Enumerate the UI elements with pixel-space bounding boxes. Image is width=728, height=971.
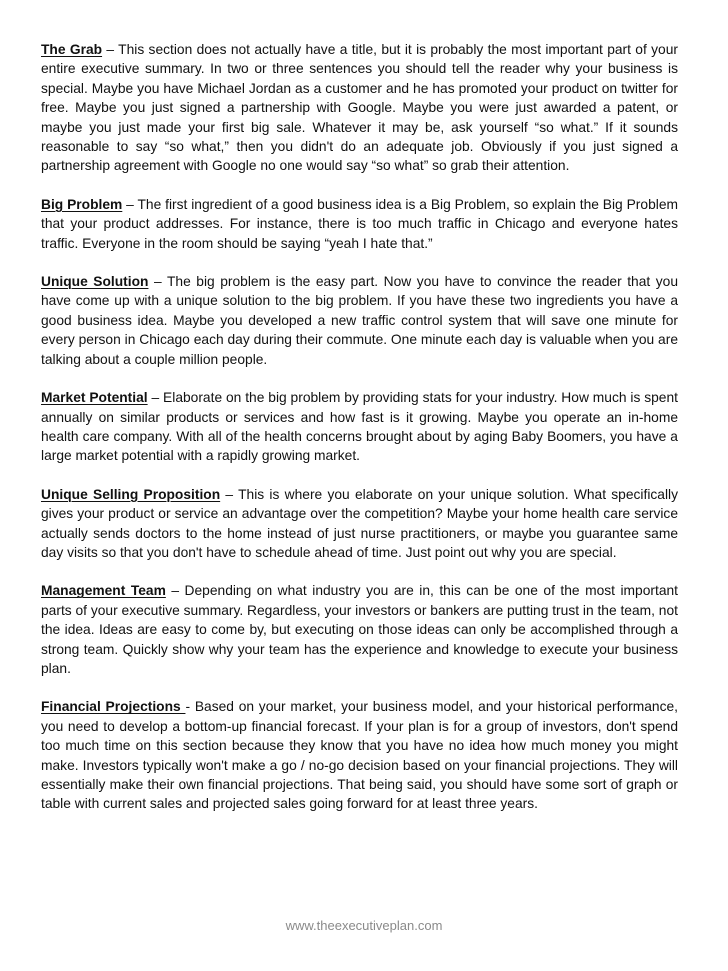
document-page [41,40,678,833]
section-heading: Big Problem [41,196,123,212]
section-big-problem [41,195,678,253]
section-heading: Unique Solution [41,274,149,290]
section-heading: Management Team [41,583,166,599]
footer-url: www.theexecutiveplan.com [285,918,443,933]
section-heading: Financial Projections [41,699,186,715]
section-body: – This section does not actually have a title, but it is probably the most important part of your entire executive summary. In two or three sentences you should tell the reader why your business is special. Maybe you have Michael Jordan as a customer and he has promoted your product on twitter for free. Maybe you just signed a partnership with Google. Maybe you were just awarded a patent, or maybe you just made your first big sale. Whatever it may be, ask yourself “so what.” If it sounds reasonable to say “so what,” then you didn't do an adequate job. Obviously if you just signed a partnership agreement with Google no one would say “so what” so grab their attention. [41,42,678,174]
section-the-grab [41,40,678,176]
section-financial-projections [41,697,678,813]
section-body: – The big problem is the easy part. Now you have to convince the reader that you have come up with a unique solution to the big problem. If you have these two ingredients you have a good business idea. Maybe you developed a new traffic control system that will save one minute for every person in Chicago each day during their commute. One minute each day is valuable when you are talking about a couple million people. [41,274,678,367]
section-market-potential [41,388,678,466]
section-body: – The first ingredient of a good business idea is a Big Problem, so explain the Big Problem that your product addresses. For instance, there is too much traffic in Chicago and everyone hates traffic. Everyone in the room should be saying “yeah I hate that.” [41,196,678,251]
section-body: – Elaborate on the big problem by providing stats for your industry. How much is spent annually on similar products or services and how fast is it growing. Maybe you operate an in-home health care company. With all of the health concerns brought about by aging Baby Boomers, you have a large market potential with a rapidly growing market. [41,390,678,464]
section-heading: The Grab [41,42,103,57]
section-unique-solution [41,272,678,369]
section-unique-selling-proposition [41,485,678,563]
section-body: – This is where you elaborate on your unique solution. What specifically gives your product or service an advantage over the competition? Maybe your home health care service actually sends doctors to the home instead of just nurse practitioners, or maybe you guarantee same day visits so that you don't have to schedule ahead of time. Just point out why you are special. [41,486,678,560]
section-body: – Depending on what industry you are in, this can be one of the most important parts of your executive summary. Regardless, your investors or bankers are putting trust in the team, not the idea. Ideas are easy to come by, but executing on those ideas can only be accomplished through a strong team. Quickly show why your team has the experience and knowledge to execute your business plan. [41,583,678,676]
section-body: - Based on your market, your business model, and your historical performance, you need to develop a bottom-up financial forecast. If your plan is for a group of investors, don't spend too much time on this section because they know that you have no idea how much money you might make. Investors typically won't make a go / no-go decision based on your financial projections. They will essentially make their own financial projections. That being said, you should have some sort of graph or table with current sales and projected sales going forward for at least three years. [41,699,679,812]
section-heading: Market Potential [41,390,148,406]
section-heading: Unique Selling Proposition [41,486,221,502]
section-management-team [41,581,678,678]
